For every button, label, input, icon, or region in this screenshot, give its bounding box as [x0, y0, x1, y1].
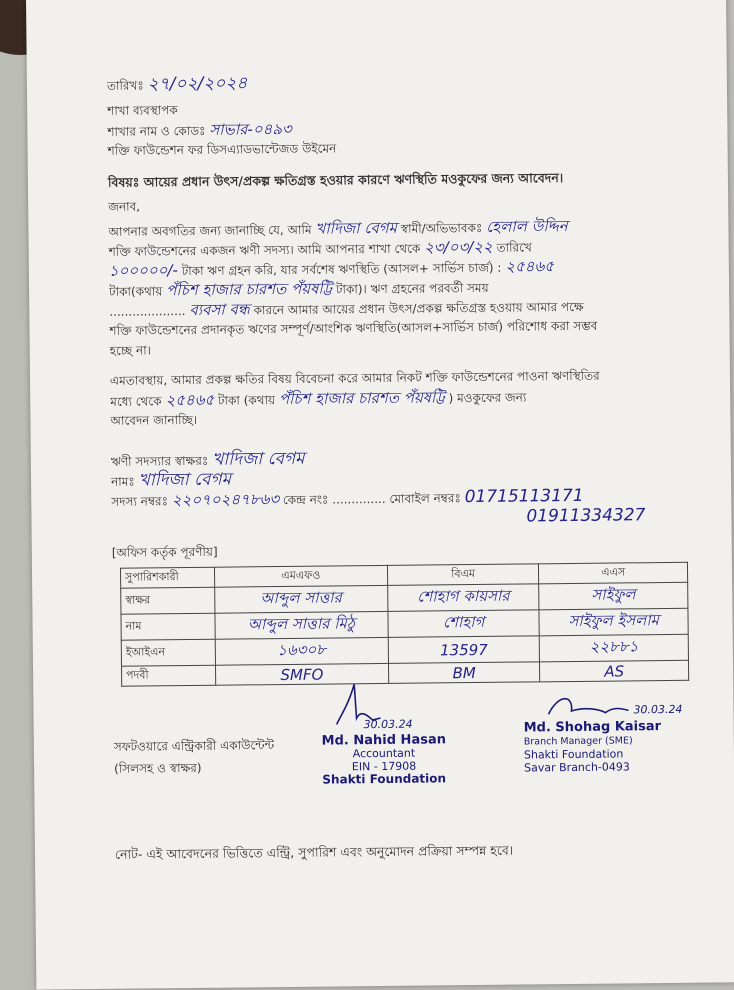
office-table [120, 562, 689, 687]
mobile-label: মোবাইল নম্বরঃ [389, 491, 461, 506]
accountant-label-2: (সিলসহ ও স্বাক্ষর) [114, 760, 202, 776]
para-text: স্বামী/অভিভাবকঃ [400, 220, 483, 236]
manager-org: Shakti Foundation [523, 747, 624, 762]
manager-branch: Savar Branch-0493 [524, 760, 630, 775]
loan-date-handwritten: ২৩/০৩/২২ [424, 237, 493, 257]
reason-handwritten: ব্যবসা বন্ধ [189, 300, 250, 319]
accountant-org: Shakti Foundation [322, 771, 447, 787]
accountant-title: Accountant [352, 746, 416, 761]
signature-label: ঋণী সদস্যার স্বাক্ষরঃ [110, 453, 209, 469]
member-signature: খাদিজা বেগম [212, 448, 305, 470]
table-cell: পদবী [122, 665, 216, 686]
table-cell: শোহাগ কায়সার [388, 584, 540, 612]
table-cell: ইআইএন [121, 639, 215, 666]
member-name-handwritten: খাদিজা বেগম [315, 218, 398, 238]
para-text: টাকা (কথায় [217, 393, 276, 408]
accountant-stamp [294, 733, 475, 787]
para-text: ) মওকুফের জন্য [448, 390, 527, 406]
para-text: শক্তি ফাউন্ডেশনের একজন ঋণী সদস্য। আমি আপনার শাখা থেকে [108, 241, 421, 259]
branch-label: শাখার নাম ও কোডঃ [107, 123, 206, 139]
accountant-name: Md. Nahid Hasan [321, 732, 447, 749]
para2-line2 [110, 386, 526, 411]
member-number-line [111, 486, 584, 512]
table-cell: নাম [121, 613, 215, 640]
table-cell: সাইফুল [539, 582, 688, 610]
application-paper [26, 0, 734, 990]
footer-note: নোট- এই আবেদনের ভিত্তিতে এন্ট্রি, সুপারিশ এবং অনুমোদন প্রক্রিয়া সম্পন্ন হবে। [114, 842, 514, 862]
para-text: টাকা)। ঋণ গ্রহনের পরবর্তী সময় [335, 280, 489, 297]
center-label: কেন্দ্র নংঃ [282, 492, 329, 508]
number-label: সদস্য নম্বরঃ [111, 494, 169, 509]
para-text: কারনে আমার আয়ের প্রধান উৎস/প্রকল্প ক্ষতিগ্রস্ত হওয়ায় আমার পক্ষে [253, 299, 584, 318]
date-value: ২৭/০২/২০২৪ [147, 73, 248, 95]
loan-amount-handwritten: ১০০০০০/- [108, 261, 178, 280]
table-cell: AS [540, 660, 689, 682]
balance-handwritten: ২৫৪৬৫ [505, 257, 555, 276]
para1-line5: .................... ব্যবসা বন্ধ কারনে আমার আয়ের প্রধান উৎস/প্রকল্প ক্ষতিগ্রস্ত হওয়ায় আমার পক্ষে [109, 299, 584, 319]
center-dots: .............. [332, 491, 386, 507]
para2-line3: আবেদন জানাচ্ছি। [110, 412, 198, 428]
mobile-2: 01911334327 [526, 505, 646, 527]
para1-line6: শক্তি ফাউন্ডেশনের প্রদানকৃত ঋণের সম্পূর্ণ/আংশিক ঋণস্থিতি(আসল+সার্ভিস চার্জ) পরিশোধ করা সম্ভব [109, 318, 598, 338]
table-header: সুপারিশকারী [120, 567, 214, 588]
salutation: জনাব, [108, 199, 141, 214]
manager-line: শাখা ব্যবস্থাপক [107, 103, 178, 118]
para-text: মধ্যে থেকে [110, 394, 162, 409]
table-cell: SMFO [215, 663, 388, 685]
para-text: তারিখে [496, 240, 532, 255]
member-name-value: খাদিজা বেগম [138, 469, 232, 491]
office-label: [অফিস কর্তৃক পূরণীয়] [111, 544, 218, 560]
guardian-handwritten: হেলাল উদ্দিন [486, 217, 568, 236]
name-label: নামঃ [110, 474, 135, 489]
table-cell: শোহাগ [388, 610, 540, 638]
table-cell: সাইফুল ইসলাম [539, 608, 688, 636]
para1-line7: হচ্ছে না। [109, 343, 152, 358]
date-line [107, 73, 248, 95]
table-header: এমএফও [214, 565, 387, 587]
application-letter [106, 63, 683, 862]
para-text: আপনার অবগতির জন্য জানাচ্ছি যে, আমি [108, 222, 312, 239]
manager-date: 30.03.24 [633, 702, 683, 717]
accountant-date: 30.03.24 [363, 717, 413, 732]
manager-stamp [524, 720, 665, 774]
org-line: শক্তি ফাউন্ডেশন ফর ডিসএ্যাডভান্টেজড উইমেন [107, 141, 337, 158]
manager-name: Md. Shohag Kaisar [523, 719, 662, 736]
member-number-value: ২২০৭০২৪৭৮৬৩ [171, 490, 280, 510]
subject-line: বিষয়ঃ আয়ের প্রধান উৎস/প্রকল্প ক্ষতিগ্রস্ত হওয়ার কারণে ঋণস্থিতি মওকুফের জন্য আবেদন। [107, 170, 564, 190]
para2-line1: এমতাবস্থায়, আমার প্রকল্প ক্ষতির বিষয় বিবেচনা করে আমার নিকট শক্তি ফাউন্ডেশনের পাওনা ঋণস্থিতির [109, 368, 600, 388]
manager-title: Branch Manager (SME) [523, 735, 633, 748]
accountant-label-1: সফটওয়ারে এন্ট্রিকারী একাউন্টেন্ট [113, 738, 275, 754]
waive-amount-handwritten: ২৫৪৬৫ [165, 390, 215, 410]
member-signature-line [111, 449, 305, 472]
para-text: টাকা(কথায় [109, 284, 163, 299]
table-cell: BM [388, 662, 540, 684]
table-header: এএস [539, 562, 688, 584]
waive-words-handwritten: পঁচিশ হাজার চারশত পঁয়ষট্টি [278, 388, 445, 409]
table-cell: আব্দুল সাত্তার মিঠু [215, 611, 388, 639]
table-cell: ১৬৩০৮ [215, 637, 388, 665]
table-cell: 13597 [388, 636, 540, 664]
mobile-1: 01715113171 [464, 485, 584, 508]
table-cell: ২২৮৮১ [539, 634, 688, 662]
balance-words-handwritten: পঁচিশ হাজার চারশত পঁয়ষট্টি [166, 279, 333, 300]
member-name-line [111, 470, 231, 492]
accountant-ein: EIN - 17908 [351, 759, 417, 774]
table-cell: আব্দুল সাত্তার [214, 585, 387, 613]
table-header: বিএম [387, 564, 539, 586]
branch-value: সাভার-০৪৯৩ [209, 119, 292, 139]
date-label: তারিখঃ [106, 78, 144, 93]
table-cell: স্বাক্ষর [121, 587, 215, 614]
para-text: টাকা ঋণ গ্রহন করি, যার সর্বশেষ ঋণস্থিতি (আসল+ সার্ভিস চার্জ) : [181, 260, 502, 279]
